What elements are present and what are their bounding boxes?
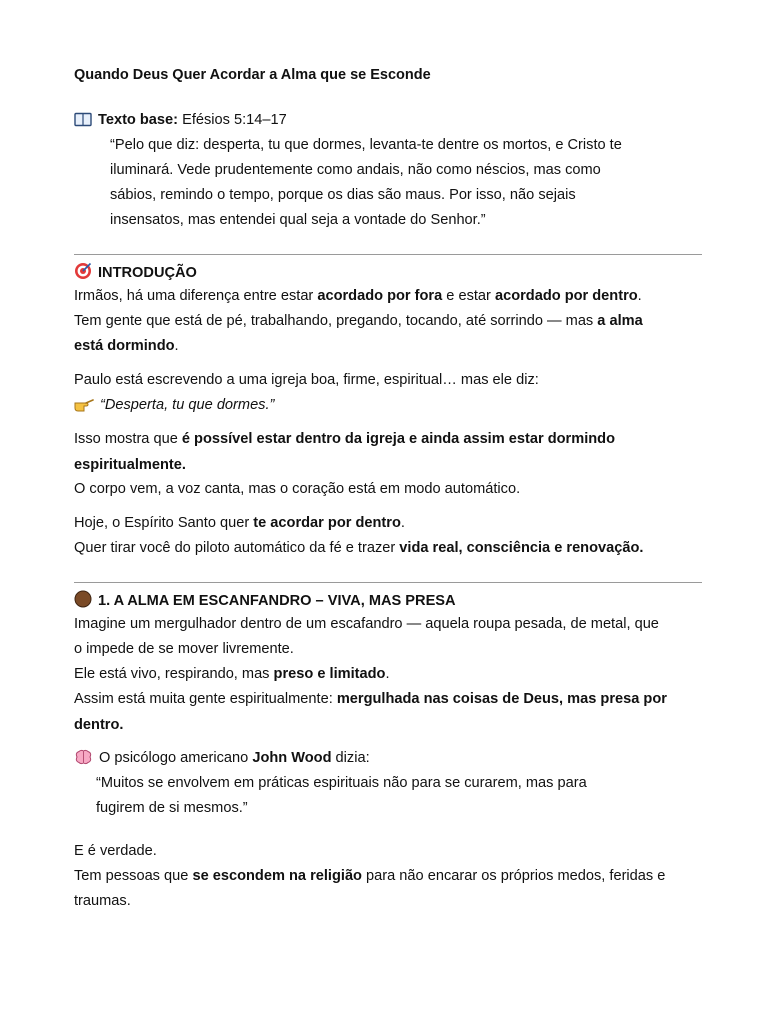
section1-paragraph-line: Tem pessoas que se escondem na religião para não encarar os próprios medos, feridas e: [74, 868, 666, 884]
section1-heading: [74, 590, 456, 613]
open-book-icon: [74, 112, 92, 132]
intro-heading: [74, 262, 197, 285]
section1-paragraph-line: traumas.: [74, 893, 131, 909]
verse-line: insensatos, mas entendei qual seja a vontade do Senhor.”: [110, 212, 486, 228]
intro-paragraph-line: Irmãos, há uma diferença entre estar acordado por fora e estar acordado por dentro.: [74, 288, 642, 304]
brain-icon: [74, 749, 93, 770]
pointing-hand-icon: [74, 398, 94, 417]
brown-circle-icon: [74, 590, 92, 613]
intro-paragraph-line: O corpo vem, a voz canta, mas o coração está em modo automático.: [74, 481, 521, 497]
john-wood-quote-line: fugirem de si mesmos.”: [96, 800, 248, 816]
section1-paragraph-line: o impede de se mover livremente.: [74, 641, 294, 657]
section1-paragraph-line: Assim está muita gente espiritualmente: mergulhada nas coisas de Deus, mas presa por: [74, 691, 667, 707]
document-title: Quando Deus Quer Acordar a Alma que se Esconde: [74, 67, 431, 83]
intro-paragraph-line: espiritualmente.: [74, 457, 186, 473]
john-wood-quote-line: “Muitos se envolvem em práticas espirituais não para se curarem, mas para: [96, 775, 587, 791]
section1-heading-text: 1. A ALMA EM ESCANFANDRO – VIVA, MAS PRESA: [98, 593, 456, 609]
texto-base-label: Texto base:: [98, 112, 179, 128]
intro-quote-line: [74, 396, 274, 417]
divider: [74, 254, 702, 255]
verse-line: sábios, remindo o tempo, porque os dias são maus. Por isso, não sejais: [110, 187, 576, 203]
section1-paragraph-line: dentro.: [74, 717, 124, 733]
intro-paragraph-line: Isso mostra que é possível estar dentro da igreja e ainda assim estar dormindo: [74, 431, 615, 447]
verse-line: iluminará. Vede prudentemente como andais, não como néscios, mas como: [110, 162, 601, 178]
target-icon: [74, 262, 92, 285]
intro-heading-text: INTRODUÇÃO: [98, 265, 197, 281]
texto-base-line: [74, 111, 287, 132]
intro-paragraph-line: Paulo está escrevendo a uma igreja boa, firme, espiritual… mas ele diz:: [74, 372, 539, 388]
section1-paragraph-line: O psicólogo americano John Wood dizia:: [74, 749, 370, 770]
intro-paragraph-line: Tem gente que está de pé, trabalhando, pregando, tocando, até sorrindo — mas a alma: [74, 313, 643, 329]
verse-line: “Pelo que diz: desperta, tu que dormes, levanta-te dentre os mortos, e Cristo te: [110, 137, 622, 153]
section1-paragraph-line: Imagine um mergulhador dentro de um escafandro — aquela roupa pesada, de metal, que: [74, 616, 659, 632]
intro-paragraph-line: Hoje, o Espírito Santo quer te acordar por dentro.: [74, 515, 405, 531]
divider: [74, 582, 702, 583]
intro-paragraph-line: Quer tirar você do piloto automático da fé e trazer vida real, consciência e renovação.: [74, 540, 644, 556]
section1-paragraph-line: Ele está vivo, respirando, mas preso e limitado.: [74, 666, 390, 682]
intro-paragraph-line: está dormindo.: [74, 338, 179, 354]
desperta-quote: “Desperta, tu que dormes.”: [100, 397, 275, 413]
texto-base-ref: Efésios 5:14–17: [182, 112, 287, 128]
section1-paragraph-line: E é verdade.: [74, 843, 157, 859]
